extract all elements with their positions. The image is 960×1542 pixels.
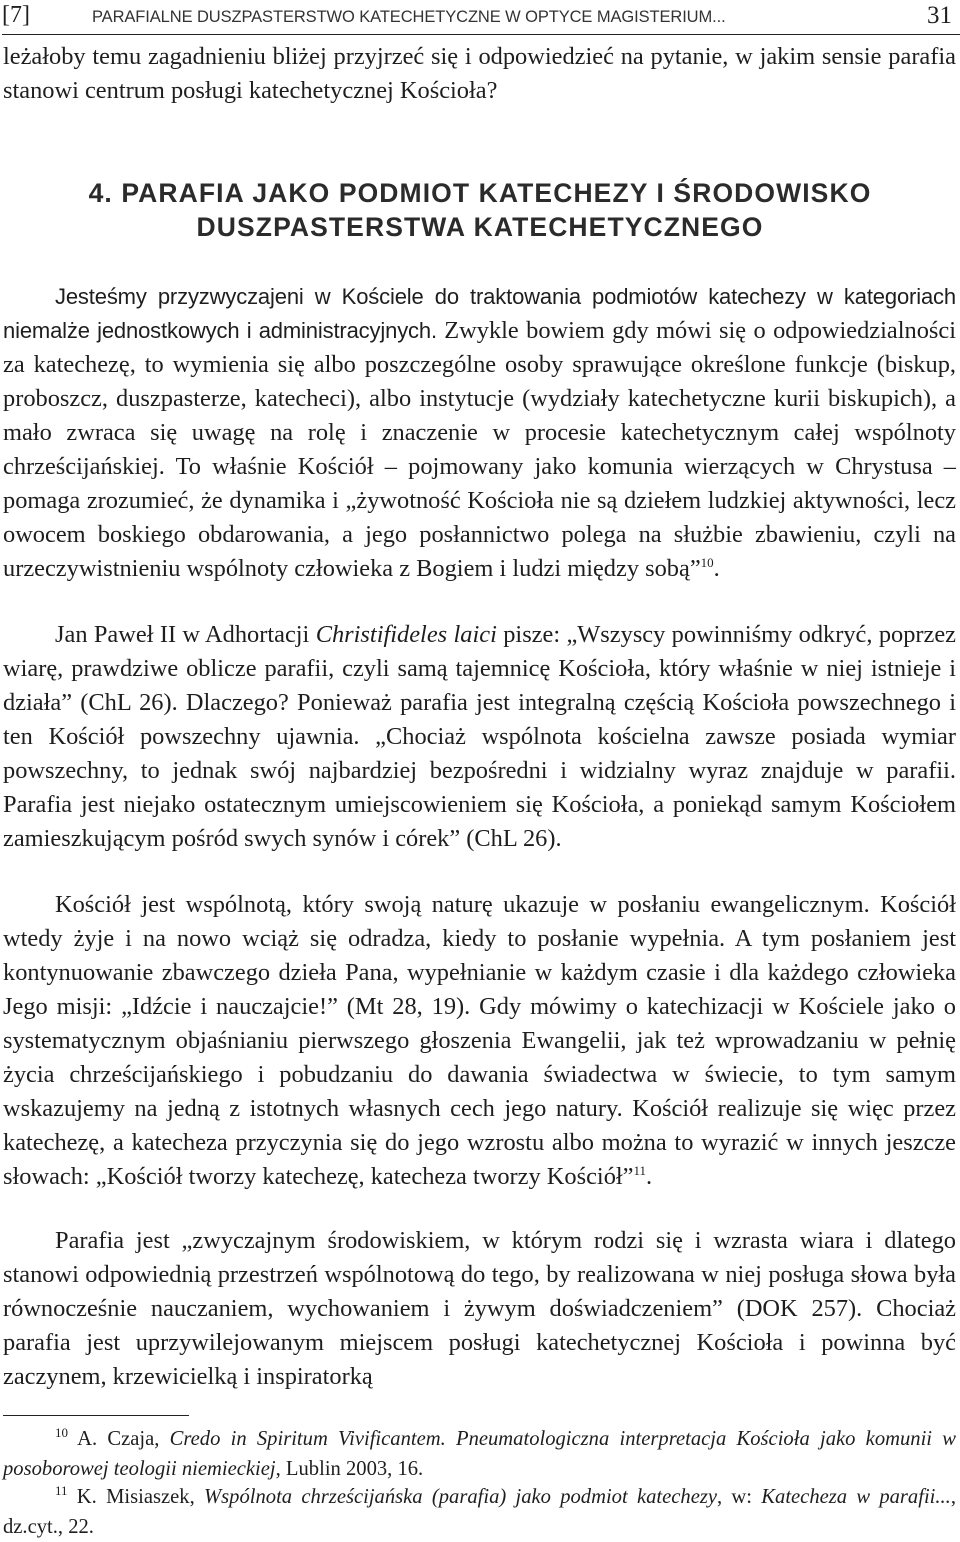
paragraph-3: Kościół jest wspólnotą, który swoją naturę ukazuje w posłaniu ewangelicznym. Kościół wtedy żyje i na nowo wciąż się odradza, kiedy to posłanie wypełnia. A tym posłaniem jest kontynuowanie zbawczego dzieła Pana, wypełnianie w każdym czasie i dla każdego człowieka Jego misji: „Idźcie i nauczajcie!” (Mt 28, 19). Gdy mówimy o katechizacji w Kościele jako o systematycznym objaśnianiu pierwszego głoszenia Ewangelii, jak też wprowadzaniu w pełnię życia chrześcijańskiego i pobudzaniu do dawania świadectwa w świecie, to tym samym wskazujemy na jedną z istotnych własnych cech jego natury. Kościół realizuje się więc przez katechezę, a katecheza przyczynia się do jego wzrostu albo można to wyrazić w innych jeszcze słowach: „Kościół tworzy katechezę, katecheza tworzy Kościół”$^{11}$. <box>3 891 956 1190</box>
paragraph-4: Parafia jest „zwyczajnym środowiskiem, w którym rodzi się i wzrasta wiara i dlatego stanowi odpowiednią przestrzeń wspólnotową do tego, by realizowana w niej posługa słowa była równocześnie nauczaniem, wychowaniem i żywym doświadczeniem” (DOK 257). Chociaż parafia jest uprzywilejowanym miejscem posługi katechetycznej Kościoła i powinna być zaczynem, krzewicielką i inspiratorką <box>3 1227 956 1390</box>
paragraph-1-body: Zwykle bowiem gdy mówi się o odpowiedzialności za katechezę, to wymienia się albo poszczególne osoby sprawujące określone funkcje (biskup, proboszcz, duszpasterze, katecheci), albo instytucje (wydziały katechetyczne kurii biskupich), a mało zwraca się uwagę na rolę i znaczenie w procesie katechetycznym całej wspólnoty chrześcijańskiej. To właśnie Kościół – pojmowany jako komunia wierzących w Chrystusa – pomaga zrozumieć, że dynamika i „żywotność Kościoła nie są dziełem ludzkiej aktywności, lecz owocem boskiego obdarowania, a jego posłannictwo polega na służbie zbawieniu, czyli na urzeczywistnieniu wspólnoty człowieka z Bogiem i ludzi między sobą”$^{10}$. <box>3 317 956 582</box>
intro-paragraph: leżałoby temu zagadnieniu bliżej przyjrzeć się i odpowiedzieć na pytanie, w jakim sensie parafia stanowi centrum posługi katechetycznej Kościoła? <box>3 43 956 104</box>
footnote-number: 10 <box>55 1425 68 1441</box>
paragraph-1-lead: Jesteśmy przyzwyczajeni w Kościele do traktowania podmiotów katechezy w kategoriach niemalże jednostkowych i administracyjnych. <box>3 284 956 343</box>
footnote-11: $^{11}$ K. Misiaszek, Wspólnota chrześcijańska (parafia) jako podmiot katechezy, w: Katecheza w parafii..., dz.cyt., 22. <box>3 1483 956 1538</box>
section-heading-line-1: 4. PARAFIA JAKO PODMIOT KATECHEZY I ŚRODOWISKO <box>88 178 872 208</box>
section-heading-line-2: DUSZPASTERSTWA KATECHETYCZNEGO <box>196 212 764 242</box>
section-number: [7] <box>2 2 30 28</box>
page-header <box>2 0 960 35</box>
paragraph-1 <box>3 280 956 586</box>
footnote-separator <box>3 1415 189 1416</box>
footnote-ref-10[interactable]: 10 <box>700 554 714 570</box>
running-title: PARAFIALNE DUSZPASTERSTWO KATECHETYCZNE W OPTYCE MAGISTERIUM... <box>92 8 726 26</box>
paragraph-2: Jan Paweł II w Adhortacji Christifideles laici pisze: „Wszyscy powinniśmy odkryć, poprzez wiarę, prawdziwe oblicze parafii, czyli samą tajemnicę Kościoła, który właśnie w niej istnieje i działa” (ChL 26). Dlaczego? Ponieważ parafia jest integralną częścią Kościoła powszechnego i ten Kościół powszechny ujawnia. „Chociaż wspólnota kościelna zawsze posiada wymiar powszechny, to jednak swój najbardziej bezpośredni i widzialny wyraz znajduje w parafii. Parafia jest niejako ostatecznym umiejscowieniem się Kościoła, a poniekąd samym Kościołem zamieszkującym pośród swych synów i córek” (ChL 26). <box>3 621 956 852</box>
document-title: Christifideles laici <box>315 621 497 648</box>
footnote-ref-11[interactable]: 11 <box>633 1162 647 1178</box>
page-number: 31 <box>927 2 952 29</box>
footnote-10: $^{10}$ A. Czaja, Credo in Spiritum Vivificantem. Pneumatologiczna interpretacja Kościoła jako komunii w posoborowej teologii niemieckiej, Lublin 2003, 16. <box>3 1425 956 1480</box>
footnote-number: 11 <box>55 1483 68 1499</box>
